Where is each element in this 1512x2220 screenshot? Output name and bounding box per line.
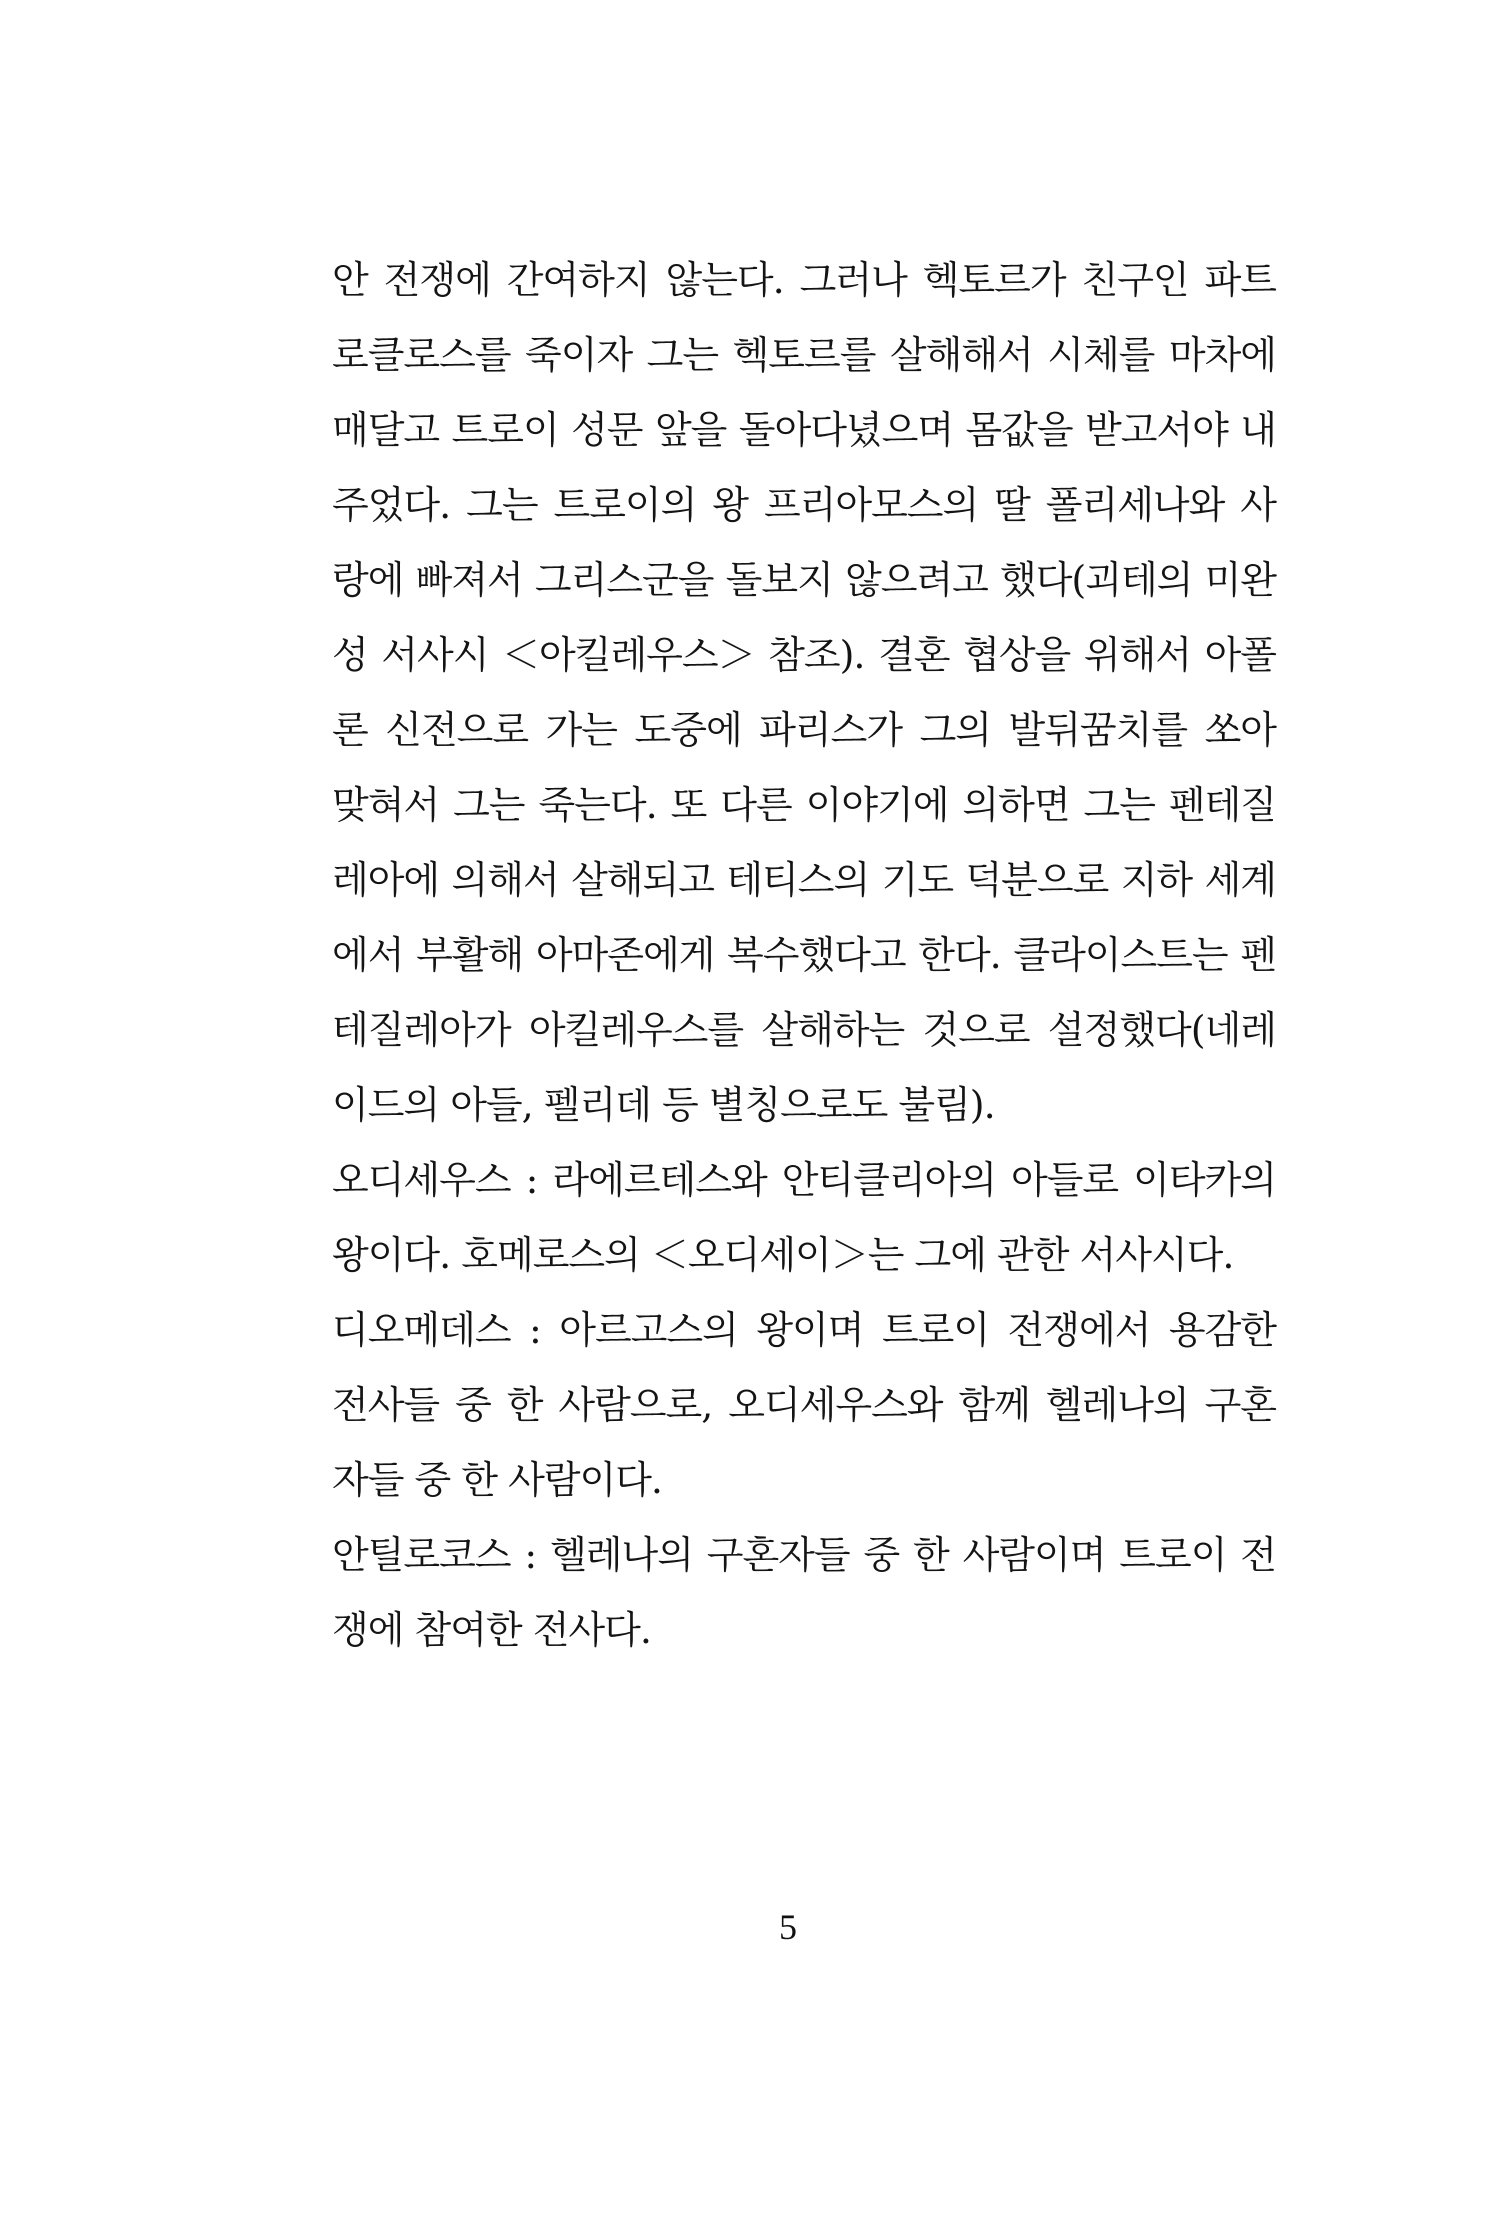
glossary-entry-antilochus: 안틸로코스 : 헬레나의 구혼자들 중 한 사람이며 트로이 전 [332, 1533, 1276, 1577]
page-number: 5 [779, 1907, 797, 1947]
text-line: 이드의 아들, 펠리데 등 별칭으로도 불림). [332, 1083, 995, 1127]
text-line: 주었다. 그는 트로이의 왕 프리아모스의 딸 폴리세나와 사 [332, 483, 1276, 527]
text-line: 자들 중 한 사람이다. [332, 1458, 662, 1502]
text-line: 왕이다. 호메로스의 ＜오디세이＞는 그에 관한 서사시다. [332, 1233, 1234, 1277]
text-line: 레아에 의해서 살해되고 테티스의 기도 덕분으로 지하 세계 [332, 858, 1276, 902]
body-text [332, 243, 1276, 1668]
text-line: 에서 부활해 아마존에게 복수했다고 한다. 클라이스트는 펜 [332, 933, 1276, 977]
glossary-entry-odysseus: 오디세우스 : 라에르테스와 안티클리아의 아들로 이타카의 [332, 1158, 1276, 1202]
text-line: 매달고 트로이 성문 앞을 돌아다녔으며 몸값을 받고서야 내 [332, 408, 1276, 452]
text-line: 성 서사시 ＜아킬레우스＞ 참조). 결혼 협상을 위해서 아폴 [332, 633, 1276, 677]
text-line: 테질레아가 아킬레우스를 살해하는 것으로 설정했다(네레 [332, 1008, 1276, 1052]
text-line: 맞혀서 그는 죽는다. 또 다른 이야기에 의하면 그는 펜테질 [332, 783, 1276, 827]
text-line: 랑에 빠져서 그리스군을 돌보지 않으려고 했다(괴테의 미완 [332, 558, 1276, 602]
text-line: 로클로스를 죽이자 그는 헥토르를 살해해서 시체를 마차에 [332, 333, 1276, 377]
text-line: 쟁에 참여한 전사다. [332, 1608, 651, 1652]
text-line: 전사들 중 한 사람으로, 오디세우스와 함께 헬레나의 구혼 [332, 1383, 1276, 1427]
text-line: 안 전쟁에 간여하지 않는다. 그러나 헥토르가 친구인 파트 [332, 258, 1276, 302]
glossary-entry-diomedes: 디오메데스 : 아르고스의 왕이며 트로이 전쟁에서 용감한 [332, 1308, 1276, 1352]
text-line: 론 신전으로 가는 도중에 파리스가 그의 발뒤꿈치를 쏘아 [332, 708, 1276, 752]
